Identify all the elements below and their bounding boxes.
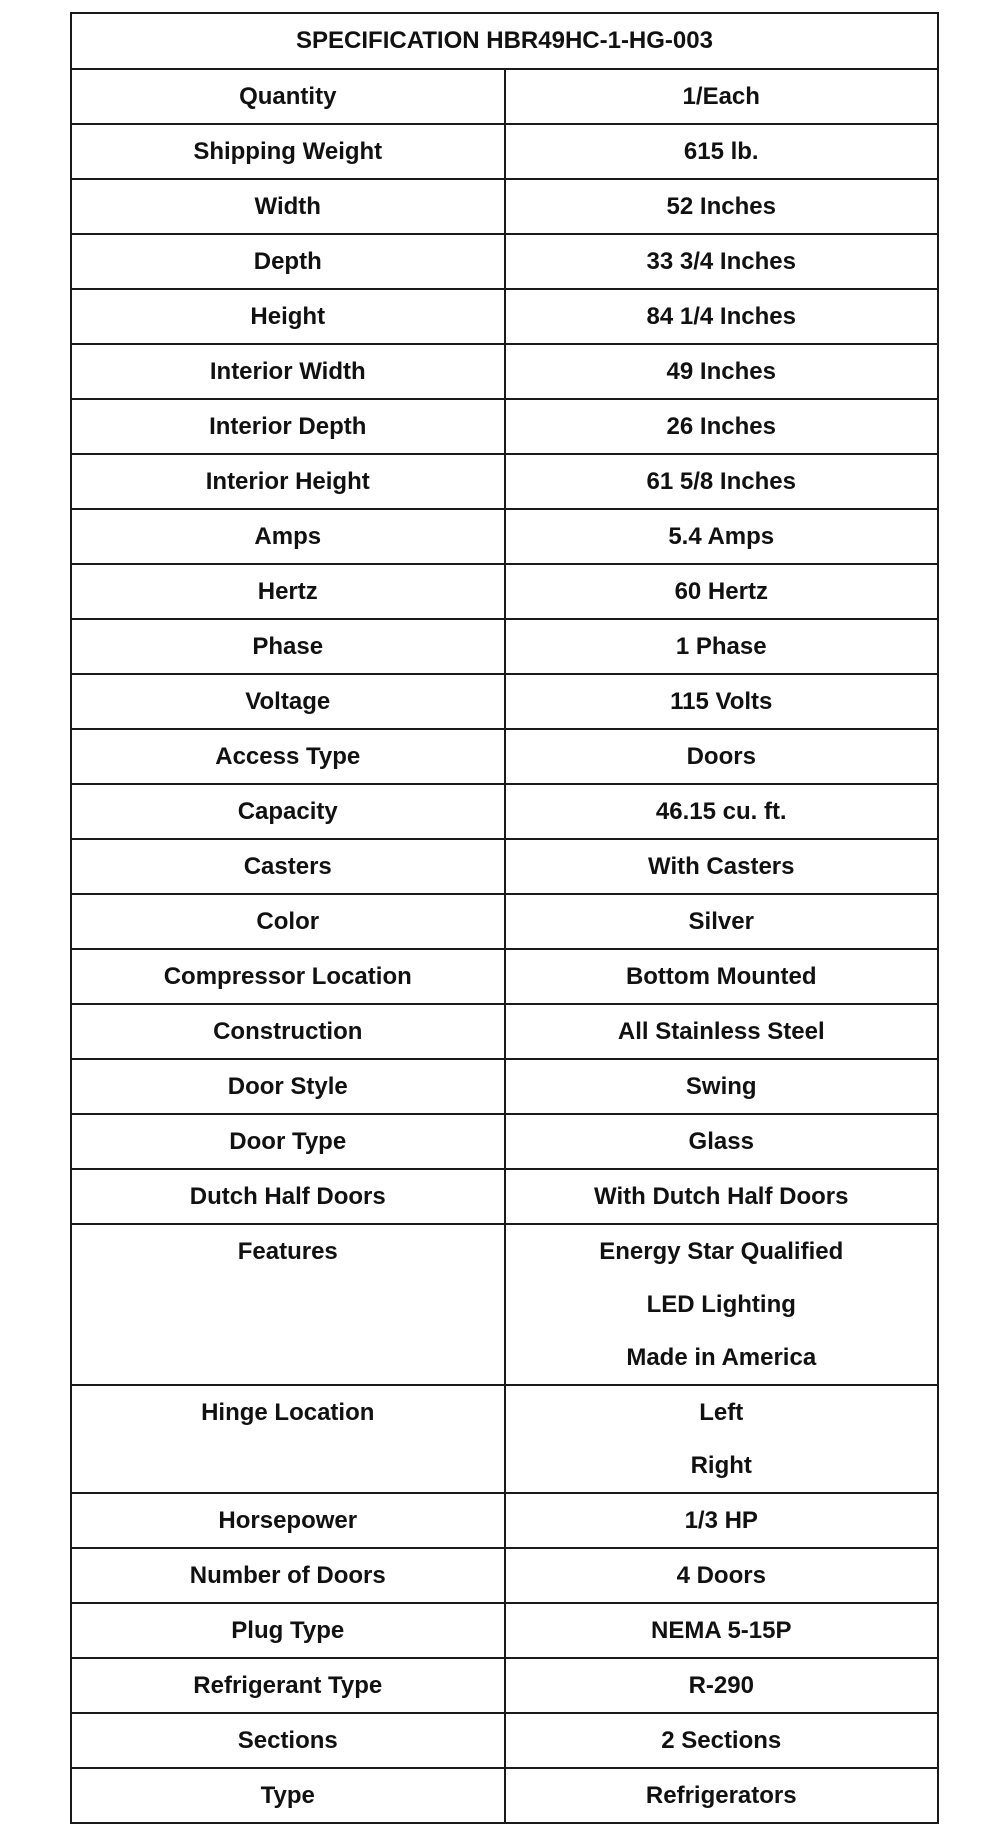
spec-label: Quantity [71,69,505,124]
table-row [71,894,938,949]
spec-value: Left [699,1399,744,1426]
spec-label: Construction [71,1004,505,1059]
table-row [71,399,938,454]
table-row [71,1385,938,1493]
table-row [71,1658,938,1713]
spec-value-cell: 52 Inches [505,179,939,234]
spec-label: Dutch Half Doors [71,1169,505,1224]
spec-label: Door Style [71,1059,505,1114]
spec-label: Height [71,289,505,344]
spec-label: Casters [71,839,505,894]
table-row [71,1224,938,1385]
spec-value-cell: 33 3/4 Inches [505,234,939,289]
spec-value-cell: 60 Hertz [505,564,939,619]
spec-value-cell: With Dutch Half Doors [505,1169,939,1224]
spec-label: Color [71,894,505,949]
table-row [71,69,938,124]
spec-value-cell: 49 Inches [505,344,939,399]
spec-value-cell: 84 1/4 Inches [505,289,939,344]
table-body [71,69,938,1823]
spec-label: Shipping Weight [71,124,505,179]
spec-label: Number of Doors [71,1548,505,1603]
spec-label: Hinge Location [71,1385,505,1493]
spec-value-cell: Glass [505,1114,939,1169]
spec-label: Refrigerant Type [71,1658,505,1713]
table-row [71,674,938,729]
spec-value-cell: 2 Sections [505,1713,939,1768]
table-row [71,124,938,179]
table-row [71,1114,938,1169]
table-header-row [71,13,938,69]
spec-label: Interior Width [71,344,505,399]
table-row [71,564,938,619]
table-row [71,454,938,509]
spec-label: Width [71,179,505,234]
table-title: SPECIFICATION HBR49HC-1-HG-003 [71,13,938,69]
table-row [71,729,938,784]
spec-value-cell: Refrigerators [505,1768,939,1823]
spec-value-cell: 5.4 Amps [505,509,939,564]
spec-value-cell: Swing [505,1059,939,1114]
spec-value-cell: Bottom Mounted [505,949,939,1004]
spec-value-cell: 615 lb. [505,124,939,179]
table-row [71,344,938,399]
spec-value-cell [505,1385,939,1493]
spec-value-cell: 1 Phase [505,619,939,674]
spec-value-cell: Doors [505,729,939,784]
spec-label: Phase [71,619,505,674]
spec-label: Plug Type [71,1603,505,1658]
spec-label: Type [71,1768,505,1823]
spec-label: Interior Depth [71,399,505,454]
table-row [71,619,938,674]
spec-value-cell: 4 Doors [505,1548,939,1603]
table-row [71,234,938,289]
spec-value-cell: Silver [505,894,939,949]
spec-value-cell: 1/Each [505,69,939,124]
spec-label: Horsepower [71,1493,505,1548]
table-row [71,509,938,564]
table-row [71,839,938,894]
spec-value-cell: NEMA 5-15P [505,1603,939,1658]
spec-value-cell: 61 5/8 Inches [505,454,939,509]
table-row [71,784,938,839]
spec-label: Depth [71,234,505,289]
spec-label: Access Type [71,729,505,784]
table-row [71,1768,938,1823]
spec-value-cell: R-290 [505,1658,939,1713]
specification-table [70,12,939,1824]
table-row [71,949,938,1004]
table-row [71,179,938,234]
table-row [71,1169,938,1224]
spec-label: Sections [71,1713,505,1768]
spec-value: Energy Star Qualified [599,1238,844,1265]
spec-value-cell: 115 Volts [505,674,939,729]
spec-label: Compressor Location [71,949,505,1004]
spec-label: Capacity [71,784,505,839]
table-row [71,1713,938,1768]
table-row [71,1004,938,1059]
spec-label: Features [71,1224,505,1385]
spec-value-cell [505,1224,939,1385]
spec-value-cell: 46.15 cu. ft. [505,784,939,839]
spec-value: LED Lighting [646,1291,796,1318]
table-row [71,1059,938,1114]
spec-value-cell: All Stainless Steel [505,1004,939,1059]
spec-value: Made in America [626,1344,817,1371]
spec-value-cell: With Casters [505,839,939,894]
spec-label: Amps [71,509,505,564]
table-row [71,1603,938,1658]
spec-label: Door Type [71,1114,505,1169]
spec-label: Voltage [71,674,505,729]
spec-value-cell: 1/3 HP [505,1493,939,1548]
table-row [71,289,938,344]
spec-label: Interior Height [71,454,505,509]
spec-label: Hertz [71,564,505,619]
spec-value: Right [690,1452,752,1479]
spec-value-cell: 26 Inches [505,399,939,454]
table-row [71,1493,938,1548]
table-row [71,1548,938,1603]
